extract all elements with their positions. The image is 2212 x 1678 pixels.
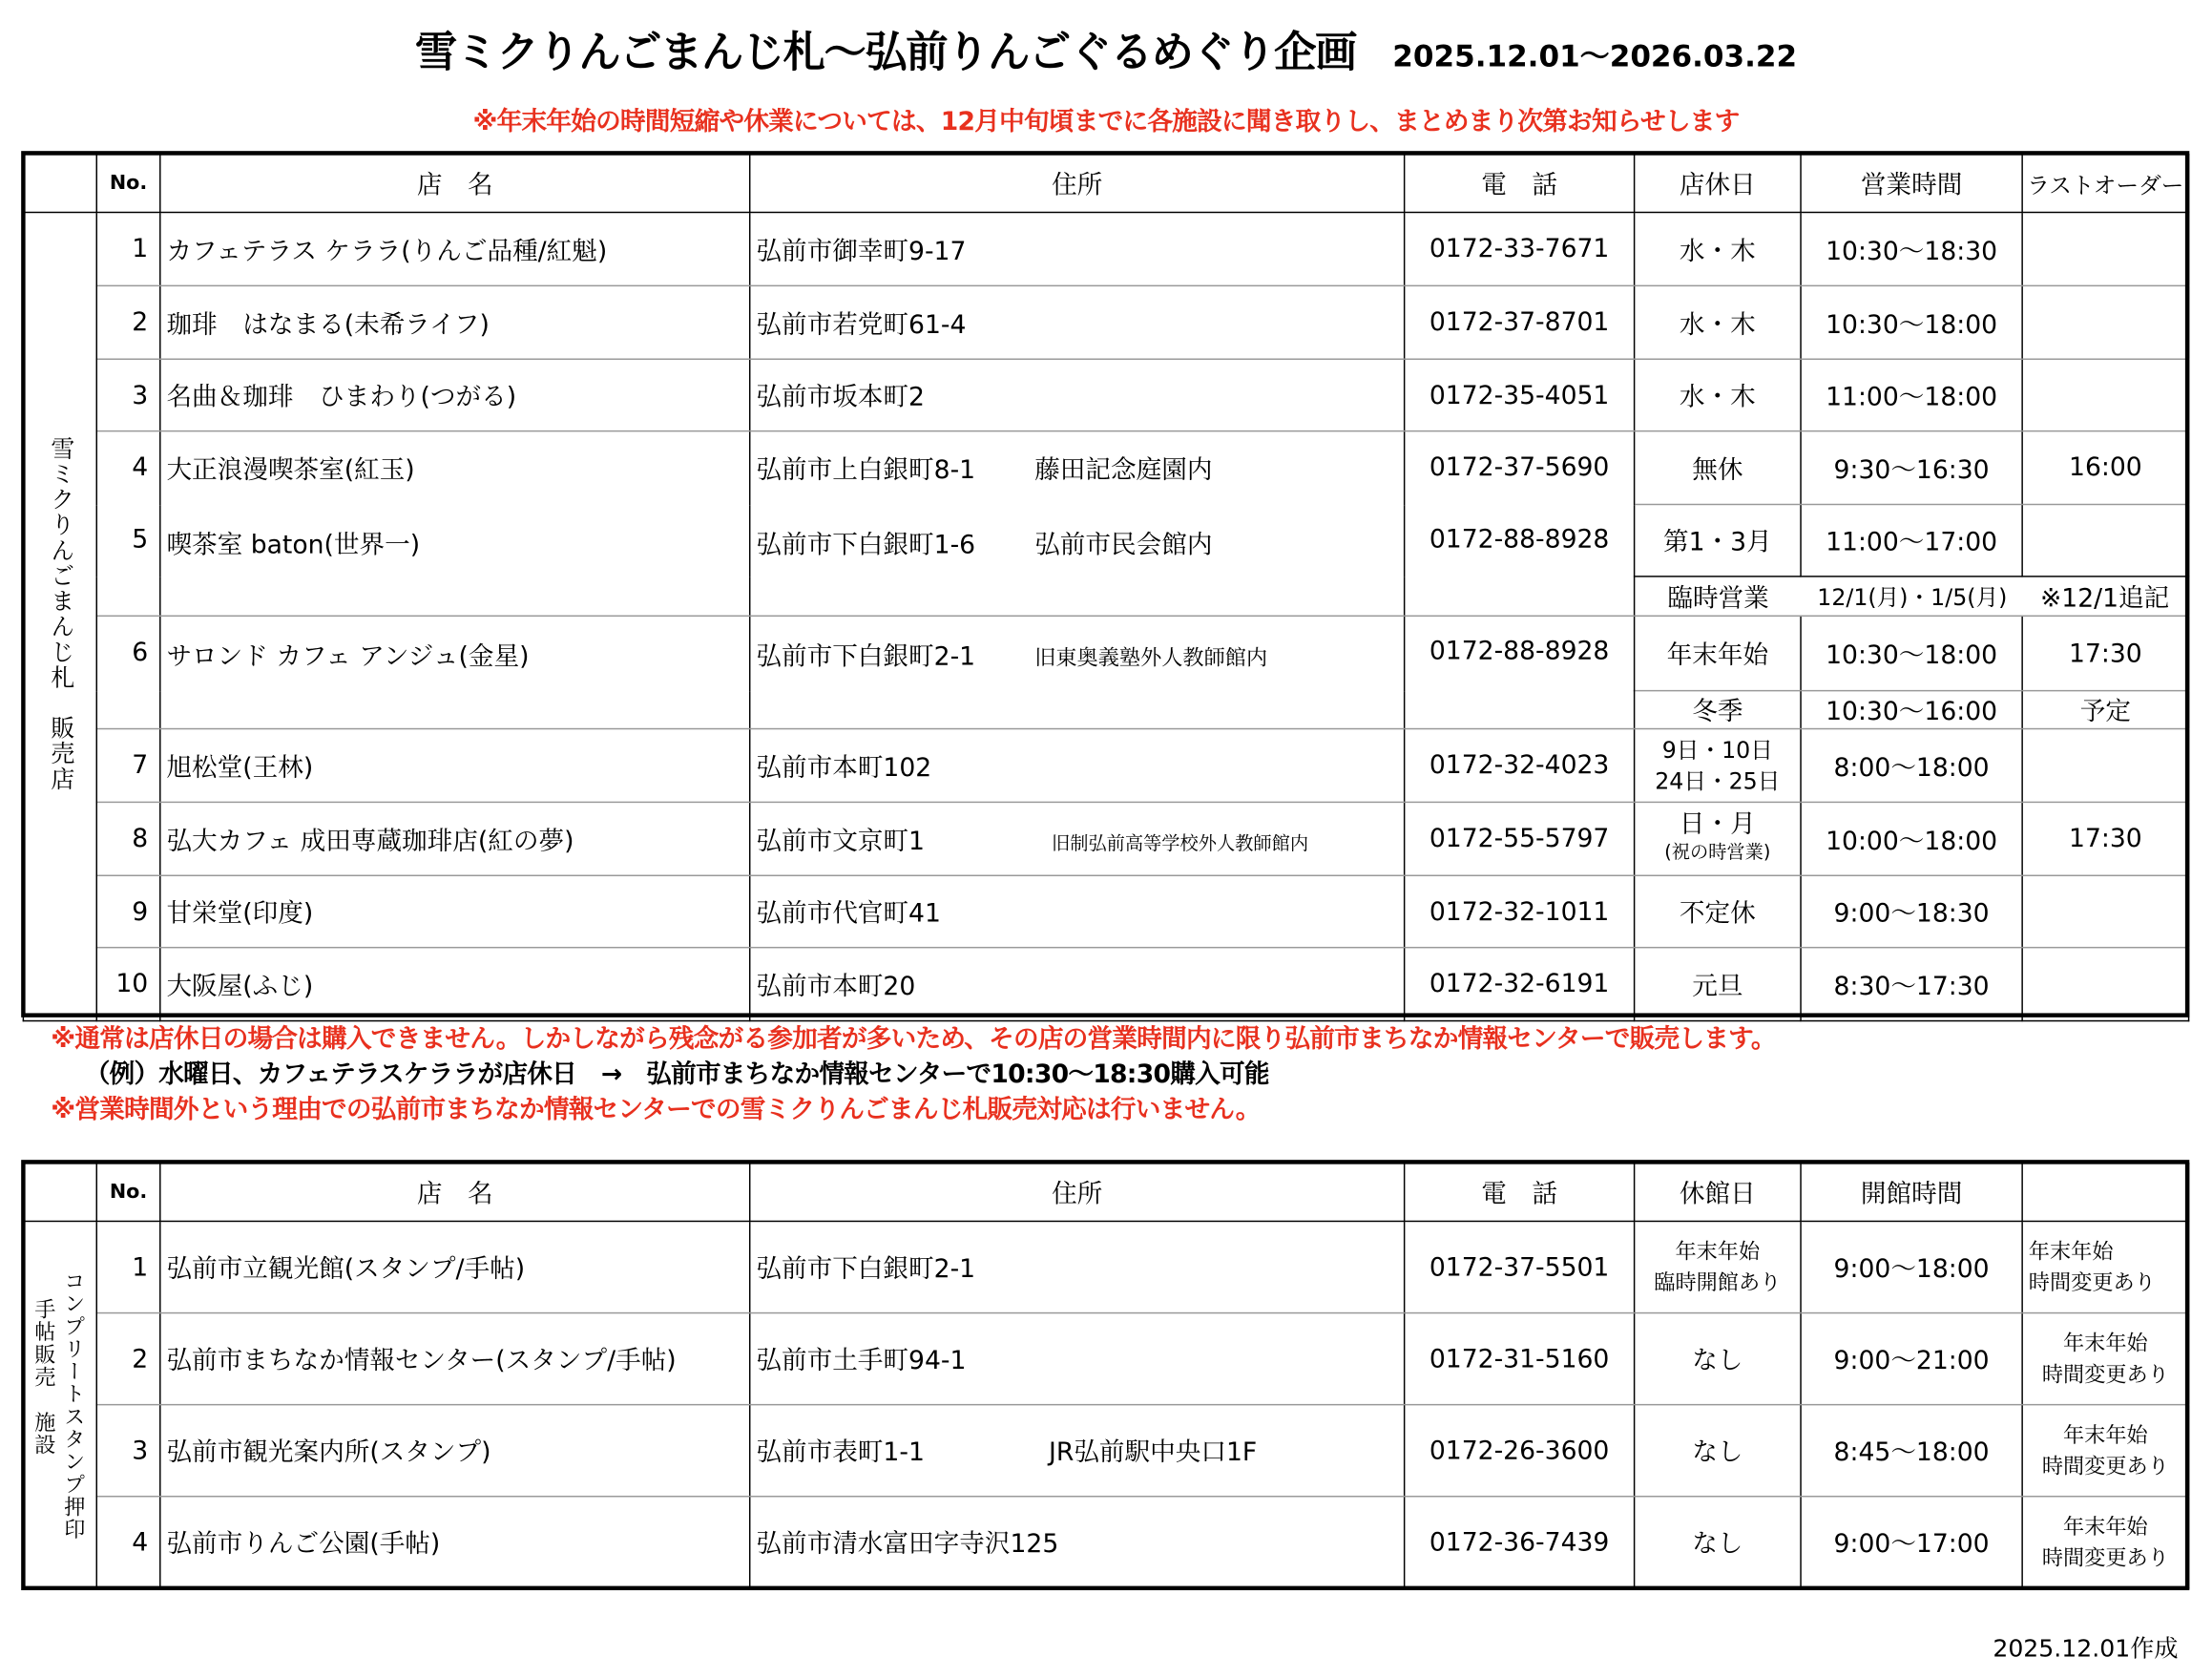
address-text: 弘前市下白銀町1-6 bbox=[756, 530, 976, 560]
address-text: 弘前市下白銀町2-1 bbox=[756, 641, 976, 672]
table-row bbox=[23, 1497, 2188, 1588]
hours: 10:30～18:00 bbox=[1801, 616, 2022, 690]
row-no: 2 bbox=[96, 1313, 160, 1405]
hours: 11:00～17:00 bbox=[1801, 504, 2022, 576]
winter-label: 冬季 bbox=[1635, 691, 1801, 729]
header-blank bbox=[23, 155, 96, 213]
last-order: 17:30 bbox=[2022, 802, 2188, 875]
phone: 0172-36-7439 bbox=[1405, 1497, 1635, 1588]
address bbox=[750, 1497, 1405, 1588]
remarks bbox=[2022, 1313, 2188, 1405]
last-order bbox=[2022, 285, 2188, 359]
table-header bbox=[23, 1164, 2188, 1222]
remark-line1: 年末年始 bbox=[2062, 1331, 2148, 1356]
row-no: 3 bbox=[96, 359, 160, 430]
header-address: 住所 bbox=[750, 1164, 1405, 1222]
facility-name: 弘前市観光案内所(スタンプ) bbox=[160, 1405, 750, 1497]
facility-name: 弘前市立観光館(スタンプ/手帖) bbox=[160, 1221, 750, 1312]
row-no: 8 bbox=[96, 802, 160, 875]
header-hours: 営業時間 bbox=[1801, 155, 2022, 213]
address-text: 弘前市清水富田字寺沢125 bbox=[756, 1529, 1059, 1560]
remark-line1: 年末年始 bbox=[2028, 1238, 2114, 1265]
row-no: 9 bbox=[96, 875, 160, 947]
address bbox=[750, 875, 1405, 947]
last-order bbox=[2022, 504, 2188, 576]
phone: 0172-55-5797 bbox=[1405, 802, 1635, 875]
table-row bbox=[23, 431, 2188, 505]
shop-name: 甘栄堂(印度) bbox=[160, 875, 750, 947]
holiday: 水・木 bbox=[1635, 359, 1801, 430]
phone: 0172-31-5160 bbox=[1405, 1313, 1635, 1405]
holiday bbox=[1635, 802, 1801, 875]
table-header bbox=[23, 155, 2188, 213]
header-opening-hours: 開館時間 bbox=[1801, 1164, 2022, 1222]
closed-line2: 臨時開館あり bbox=[1654, 1269, 1782, 1296]
hours: 10:30～18:30 bbox=[1801, 212, 2022, 285]
row-no: 3 bbox=[96, 1405, 160, 1497]
group-label-cell bbox=[23, 212, 96, 1020]
phone: 0172-37-5690 bbox=[1405, 431, 1635, 505]
table-row bbox=[23, 616, 2188, 690]
year-end-notice: ※年末年始の時間短縮や休業については、12月中旬頃までに各施設に聞き取りし、まとめまり次第お知らせします bbox=[472, 107, 1740, 137]
header-remarks bbox=[2022, 1164, 2188, 1222]
note-line-2: （例）水曜日、カフェテラスケララが店休日 → 弘前市まちなか情報センターで10:30～18:30購入可能 bbox=[84, 1059, 1269, 1090]
address-note: 旧東奥義塾外人教師館内 bbox=[1034, 644, 1268, 671]
facilities-table bbox=[23, 1163, 2190, 1588]
address bbox=[750, 431, 1405, 505]
remark-line1: 年末年始 bbox=[2062, 1514, 2148, 1540]
holiday: 第1・3月 bbox=[1635, 504, 1801, 576]
table-row bbox=[23, 875, 2188, 947]
address bbox=[750, 616, 1405, 728]
last-order bbox=[2022, 212, 2188, 285]
phone: 0172-37-8701 bbox=[1405, 285, 1635, 359]
phone: 0172-32-1011 bbox=[1405, 875, 1635, 947]
last-order bbox=[2022, 875, 2188, 947]
holiday bbox=[1635, 729, 1801, 803]
header-phone: 電 話 bbox=[1405, 1164, 1635, 1222]
shop-name: 名曲＆珈琲 ひまわり(つがる) bbox=[160, 359, 750, 430]
winter-hours: 10:30～16:00 bbox=[1801, 691, 2022, 729]
address bbox=[750, 504, 1405, 616]
opening-hours: 9:00～17:00 bbox=[1801, 1497, 2022, 1588]
header-name: 店 名 bbox=[160, 155, 750, 213]
hours: 10:00～18:00 bbox=[1801, 802, 2022, 875]
remark-line2: 時間変更あり bbox=[2041, 1544, 2169, 1571]
phone: 0172-32-6191 bbox=[1405, 948, 1635, 1021]
shop-name: サロンド カフェ アンジュ(金星) bbox=[160, 616, 750, 728]
temporary-open-remark: ※12/1追記 bbox=[2039, 583, 2170, 614]
row-no: 2 bbox=[96, 285, 160, 359]
address-text: 弘前市下白銀町2-1 bbox=[756, 1254, 976, 1285]
header-holiday: 店休日 bbox=[1635, 155, 1801, 213]
remark-line1: 年末年始 bbox=[2062, 1422, 2148, 1448]
address-text: 弘前市文京町1 bbox=[756, 826, 925, 856]
row-no: 1 bbox=[96, 1221, 160, 1312]
last-order bbox=[2022, 359, 2188, 430]
header-blank bbox=[23, 1164, 96, 1222]
table-row bbox=[23, 1313, 2188, 1405]
campaign-period: 2025.12.01～2026.03.22 bbox=[1392, 39, 1798, 73]
address bbox=[750, 212, 1405, 285]
address bbox=[750, 729, 1405, 803]
remarks bbox=[2022, 1221, 2188, 1312]
holiday-line2: (祝の時営業) bbox=[1664, 841, 1771, 863]
address bbox=[750, 1405, 1405, 1497]
opening-hours: 8:45～18:00 bbox=[1801, 1405, 2022, 1497]
remarks bbox=[2022, 1405, 2188, 1497]
address-note: JR弘前駅中央口1F bbox=[1048, 1437, 1258, 1468]
row-no: 5 bbox=[96, 504, 160, 616]
remark-line2: 時間変更あり bbox=[2041, 1453, 2169, 1479]
address bbox=[750, 802, 1405, 875]
header-no: No. bbox=[96, 1164, 160, 1222]
row-no: 10 bbox=[96, 948, 160, 1021]
closed-days: なし bbox=[1635, 1313, 1801, 1405]
header-phone: 電 話 bbox=[1405, 155, 1635, 213]
remark-line2: 時間変更あり bbox=[2028, 1269, 2156, 1296]
last-order bbox=[2022, 729, 2188, 803]
holiday-line1: 9日・10日 bbox=[1661, 735, 1773, 764]
row-no: 4 bbox=[96, 1497, 160, 1588]
address-text: 弘前市若党町61-4 bbox=[756, 309, 967, 340]
address-note: 旧制弘前高等学校外人教師館内 bbox=[1052, 832, 1309, 855]
holiday: 不定休 bbox=[1635, 875, 1801, 947]
temporary-open-label: 臨時営業 bbox=[1667, 583, 1769, 614]
phone: 0172-88-8928 bbox=[1405, 504, 1635, 616]
remark-line2: 時間変更あり bbox=[2041, 1361, 2169, 1388]
note-line-3: ※営業時間外という理由での弘前市まちなか情報センターでの雪ミクりんごまんじ札販売対応は行いません。 bbox=[51, 1095, 1261, 1125]
shop-name: 喫茶室 baton(世界一) bbox=[160, 504, 750, 616]
table-row bbox=[23, 504, 2188, 576]
phone: 0172-32-4023 bbox=[1405, 729, 1635, 803]
remarks bbox=[2022, 1497, 2188, 1588]
address bbox=[750, 948, 1405, 1021]
facility-name: 弘前市まちなか情報センター(スタンプ/手帖) bbox=[160, 1313, 750, 1405]
row-no: 6 bbox=[96, 616, 160, 728]
header-no: No. bbox=[96, 155, 160, 213]
table-row bbox=[23, 1405, 2188, 1497]
holiday: 水・木 bbox=[1635, 285, 1801, 359]
shops-table bbox=[23, 154, 2190, 1021]
shop-name: カフェテラス ケララ(りんご品種/紅魁) bbox=[160, 212, 750, 285]
title-text: 雪ミクりんごまんじ札～弘前りんごぐるめぐり企画 bbox=[414, 28, 1356, 78]
closed-days: なし bbox=[1635, 1497, 1801, 1588]
last-order bbox=[2022, 948, 2188, 1021]
address bbox=[750, 1313, 1405, 1405]
address-text: 弘前市土手町94-1 bbox=[756, 1346, 967, 1376]
opening-hours: 9:00～21:00 bbox=[1801, 1313, 2022, 1405]
header-address: 住所 bbox=[750, 155, 1405, 213]
phone: 0172-26-3600 bbox=[1405, 1405, 1635, 1497]
table-row bbox=[23, 212, 2188, 285]
table-row bbox=[23, 1221, 2188, 1312]
table-row bbox=[23, 802, 2188, 875]
hours: 9:30～16:30 bbox=[1801, 431, 2022, 505]
address bbox=[750, 359, 1405, 430]
phone: 0172-88-8928 bbox=[1405, 616, 1635, 728]
holiday: 元旦 bbox=[1635, 948, 1801, 1021]
group-label: 雪ミクりんごまんじ札 販売店 bbox=[45, 435, 73, 791]
shop-name: 珈琲 はなまる(未希ライフ) bbox=[160, 285, 750, 359]
shop-name: 弘大カフェ 成田専蔵珈琲店(紅の夢) bbox=[160, 802, 750, 875]
closed-line1: 年末年始 bbox=[1675, 1238, 1761, 1265]
page-title bbox=[0, 17, 2212, 79]
hours: 8:00～18:00 bbox=[1801, 729, 2022, 803]
row-no: 7 bbox=[96, 729, 160, 803]
address bbox=[750, 285, 1405, 359]
facility-name: 弘前市りんご公園(手帖) bbox=[160, 1497, 750, 1588]
address-text: 弘前市表町1-1 bbox=[756, 1437, 925, 1468]
table-row bbox=[23, 285, 2188, 359]
hours: 10:30～18:00 bbox=[1801, 285, 2022, 359]
address-note: 藤田記念庭園内 bbox=[1034, 455, 1213, 486]
address bbox=[750, 1221, 1405, 1312]
holiday: 水・木 bbox=[1635, 212, 1801, 285]
address-text: 弘前市御幸町9-17 bbox=[756, 236, 967, 266]
created-date: 2025.12.01作成 bbox=[1993, 1635, 2179, 1664]
header-name: 店 名 bbox=[160, 1164, 750, 1222]
opening-hours: 9:00～18:00 bbox=[1801, 1221, 2022, 1312]
holiday: 無休 bbox=[1635, 431, 1801, 505]
table-row bbox=[23, 948, 2188, 1021]
note-line-1: ※通常は店休日の場合は購入できません。しかしながら残念がる参加者が多いため、その店の営業時間内に限り弘前市まちなか情報センターで販売します。 bbox=[51, 1024, 1776, 1055]
phone: 0172-33-7671 bbox=[1405, 212, 1635, 285]
temporary-open-dates: 12/1(月)・1/5(月) bbox=[1817, 584, 2008, 612]
holiday-line2: 24日・25日 bbox=[1655, 766, 1781, 794]
closed-days: なし bbox=[1635, 1405, 1801, 1497]
winter-remark: 予定 bbox=[2022, 691, 2188, 729]
holiday-line1: 日・月 bbox=[1679, 808, 1756, 839]
hours: 9:00～18:30 bbox=[1801, 875, 2022, 947]
header-last-order: ラストオーダー bbox=[2022, 155, 2188, 213]
closed-days bbox=[1635, 1221, 1801, 1312]
address-text: 弘前市坂本町2 bbox=[756, 382, 925, 412]
hours: 11:00～18:00 bbox=[1801, 359, 2022, 430]
phone: 0172-35-4051 bbox=[1405, 359, 1635, 430]
header-closed-days: 休館日 bbox=[1635, 1164, 1801, 1222]
shop-name: 旭松堂(王林) bbox=[160, 729, 750, 803]
temporary-open-cell bbox=[1635, 577, 2189, 616]
address-text: 弘前市本町102 bbox=[756, 752, 932, 783]
group-label-left: 手帖販売 施設 bbox=[31, 1297, 57, 1456]
last-order: 17:30 bbox=[2022, 616, 2188, 690]
address-text: 弘前市本町20 bbox=[756, 971, 916, 1001]
shop-name: 大正浪漫喫茶室(紅玉) bbox=[160, 431, 750, 505]
holiday: 年末年始 bbox=[1635, 616, 1801, 690]
address-text: 弘前市代官町41 bbox=[756, 898, 941, 929]
shop-name: 大阪屋(ふじ) bbox=[160, 948, 750, 1021]
row-no: 1 bbox=[96, 212, 160, 285]
row-no: 4 bbox=[96, 431, 160, 505]
address-note: 弘前市民会館内 bbox=[1034, 530, 1213, 560]
last-order: 16:00 bbox=[2022, 431, 2188, 505]
table-row bbox=[23, 359, 2188, 430]
group-label-right: コンプリートスタンプ押印 bbox=[61, 1269, 87, 1541]
phone: 0172-37-5501 bbox=[1405, 1221, 1635, 1312]
address-text: 弘前市上白銀町8-1 bbox=[756, 455, 976, 486]
group-label-cell bbox=[23, 1221, 96, 1587]
hours: 8:30～17:30 bbox=[1801, 948, 2022, 1021]
table-row bbox=[23, 729, 2188, 803]
